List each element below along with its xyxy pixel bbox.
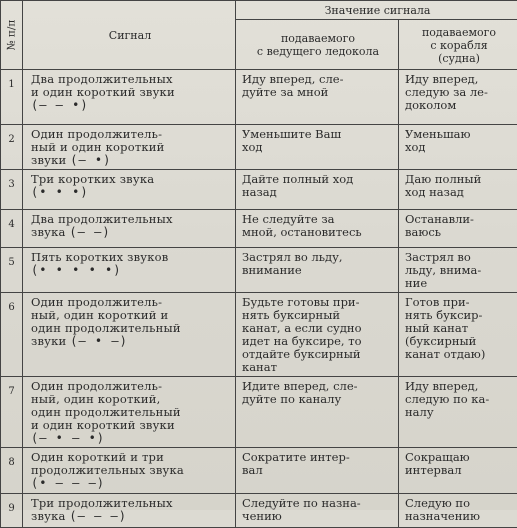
row-number: 9 — [1, 494, 23, 528]
icebreaker-meaning: Застрял во льду, внимание — [236, 248, 399, 293]
row-number: 6 — [1, 293, 23, 377]
signal-cell — [23, 494, 236, 528]
table-row — [1, 494, 517, 528]
table-row — [1, 210, 517, 248]
row-number: 3 — [1, 170, 23, 210]
ship-meaning: Даю полный ход назад — [399, 170, 517, 210]
row-number: 1 — [1, 70, 23, 125]
signal-cell — [23, 377, 236, 448]
signal-text: Один продолжитель- ный, один короткий и один продолжительный звуки — [31, 295, 181, 348]
table-row — [1, 448, 517, 494]
row-number: 2 — [1, 125, 23, 170]
table-row — [1, 125, 517, 170]
ship-meaning: Следую по назначению — [399, 494, 517, 528]
number-header — [1, 1, 23, 70]
icebreaker-meaning: Идите вперед, сле- дуйте по каналу — [236, 377, 399, 448]
table-row — [1, 377, 517, 448]
icebreaker-meaning: Не следуйте за мной, остановитесь — [236, 210, 399, 248]
signal-text: Пять коротких звуков — [31, 250, 168, 264]
signal-pattern: (— • —) — [70, 334, 128, 348]
signal-cell — [23, 170, 236, 210]
table-row — [1, 170, 517, 210]
signal-text: Два продолжительных и один короткий звуки — [31, 72, 175, 99]
icebreaker-meaning: Дайте полный ход назад — [236, 170, 399, 210]
row-number: 7 — [1, 377, 23, 448]
row-number: 5 — [1, 248, 23, 293]
signal-pattern: (— — —) — [69, 509, 127, 523]
signal-pattern: (— —) — [69, 225, 110, 239]
table-row — [1, 248, 517, 293]
row-number: 4 — [1, 210, 23, 248]
signal-pattern: (— •) — [70, 153, 111, 167]
signal-text: Один продолжитель- ный, один короткий, один продолжительный и один короткий звуки — [31, 379, 181, 432]
signal-text: Три коротких звука — [31, 172, 154, 186]
ship-meaning: Иду вперед, следую за ле- доколом — [399, 70, 517, 125]
ship-meaning: Останавли- ваюсь — [399, 210, 517, 248]
signal-header: Сигнал — [23, 1, 236, 70]
signal-pattern: (• • •) — [31, 185, 89, 199]
icebreaker-meaning: Будьте готовы при- нять буксирный канат, а если судно идет на буксире, то отдайте буксирный канат — [236, 293, 399, 377]
ship-meaning: Иду вперед, следую по ка- налу — [399, 377, 517, 448]
ship-meaning: Сокращаю интервал — [399, 448, 517, 494]
ship-meaning: Застрял во льду, внима- ние — [399, 248, 517, 293]
signal-pattern: (— — •) — [31, 98, 89, 112]
signal-cell — [23, 125, 236, 170]
icebreaker-meaning: Иду вперед, сле- дуйте за мной — [236, 70, 399, 125]
signal-text: Два продолжительных звука — [31, 212, 173, 239]
from-icebreaker-header: подаваемого с ведущего ледокола — [236, 20, 399, 70]
ship-meaning: Уменьшаю ход — [399, 125, 517, 170]
signal-text: Три продолжительных звука — [31, 496, 173, 523]
signal-text: Один продолжитель- ный и один короткий звуки — [31, 127, 165, 167]
number-header-label: № п/п — [5, 20, 18, 51]
icebreaker-meaning: Сократите интер- вал — [236, 448, 399, 494]
signal-text: Один короткий и три продолжительных звука — [31, 450, 184, 477]
meaning-header: Значение сигнала — [236, 1, 517, 20]
signal-cell — [23, 210, 236, 248]
signal-pattern: (• — — —) — [31, 476, 105, 490]
signal-pattern: (• • • • •) — [31, 263, 121, 277]
signal-pattern: (— • — •) — [31, 431, 105, 445]
header-row-top — [1, 1, 517, 20]
ship-meaning: Готов при- нять буксир- ный канат (буксирный канат отдаю) — [399, 293, 517, 377]
icebreaker-meaning: Уменьшите Ваш ход — [236, 125, 399, 170]
signal-cell — [23, 248, 236, 293]
from-ship-header: подаваемого с корабля (судна) — [399, 20, 517, 70]
icebreaker-meaning: Следуйте по назна- чению — [236, 494, 399, 528]
signal-cell — [23, 70, 236, 125]
table-row — [1, 70, 517, 125]
table-row — [1, 293, 517, 377]
signal-cell — [23, 448, 236, 494]
row-number: 8 — [1, 448, 23, 494]
signal-cell — [23, 293, 236, 377]
